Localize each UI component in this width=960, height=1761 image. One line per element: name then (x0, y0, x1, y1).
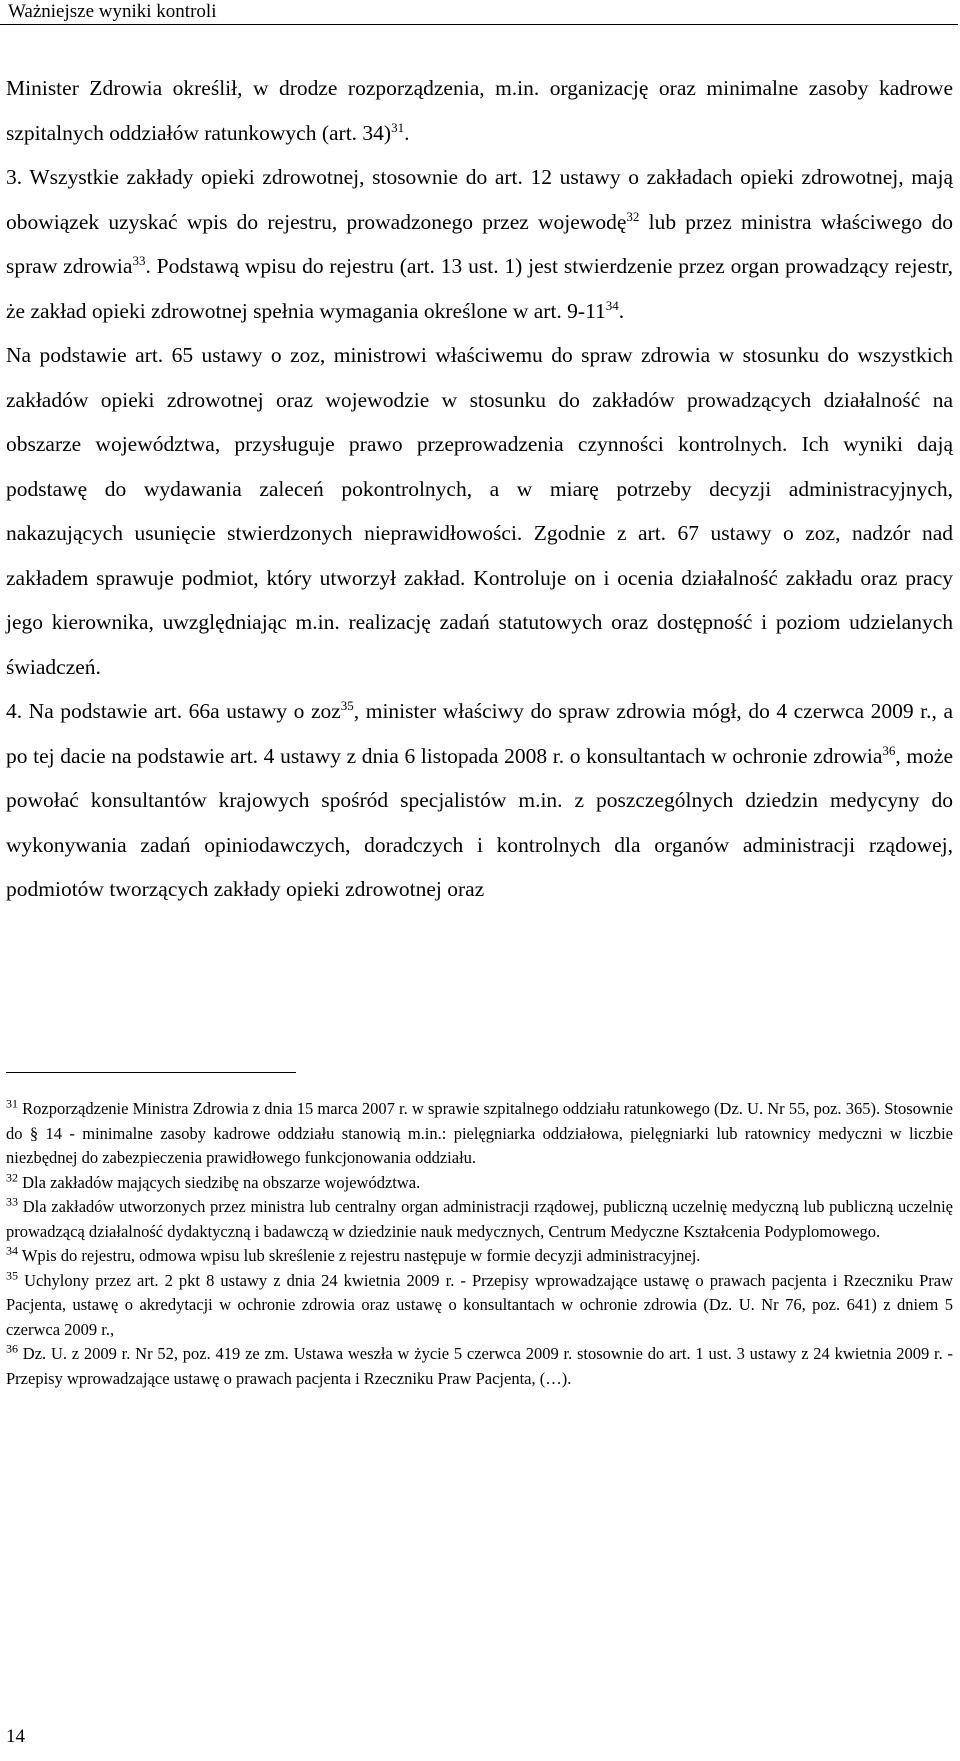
footnote-ref[interactable]: 35 (340, 697, 354, 713)
footnote-number: 33 (6, 1194, 18, 1209)
footnote-ref[interactable]: 31 (391, 119, 405, 135)
paragraph-1-end: . (404, 120, 410, 145)
footnote-number: 34 (6, 1243, 18, 1258)
paragraph-1 (6, 66, 953, 155)
footnote-text: Uchylony przez art. 2 pkt 8 ustawy z dnia 24 kwietnia 2009 r. - Przepisy wprowadzające ustawę o prawach pacjenta i Rzeczniku Praw Pacjenta, ustawę o akredytacji w ochronie zdrowia oraz ustawę o konsultantach w ochronie zdrowia (Dz. U. Nr 76, poz. 641) z dniem 5 czerwca 2009 r., (6, 1270, 953, 1339)
footnote-ref[interactable]: 32 (626, 208, 640, 224)
header-rule (0, 24, 958, 25)
footnote-ref[interactable]: 34 (605, 297, 619, 313)
footnote-35 (6, 1269, 953, 1343)
running-header: Ważniejsze wyniki kontroli (8, 1, 217, 22)
paragraph-2-text-b: lub przez ministra właściwego do spraw zdrowia (6, 209, 953, 278)
footnote-text: Rozporządzenie Ministra Zdrowia z dnia 15 marca 2007 r. w sprawie szpitalnego oddziału ratunkowego (Dz. U. Nr 55, poz. 365). Stosownie do § 14 - minimalne zasoby kadrowe oddziału stanowią m.in.: pielęgniarka oddziałowa, pielęgniarki lub ratownicy medyczni w liczbie niezbędnej do zabezpieczenia prawidłowego funkcjonowania oddziału. (6, 1099, 953, 1167)
footnote-32 (6, 1171, 953, 1196)
footnote-text: Dz. U. z 2009 r. Nr 52, poz. 419 ze zm. Ustawa weszła w życie 5 czerwca 2009 r. stosownie do art. 1 ust. 3 ustawy z 24 kwietnia 2009 r. - Przepisy wprowadzające ustawę o prawach pacjenta i Rzeczniku Praw Pacjenta, (…). (6, 1344, 953, 1388)
footnote-36 (6, 1342, 953, 1391)
footnote-number: 32 (6, 1170, 18, 1184)
footnote-31 (6, 1097, 953, 1171)
paragraph-1-text: Minister Zdrowia określił, w drodze rozporządzenia, m.in. organizację oraz minimalne zasoby kadrowe szpitalnych oddziałów ratunkowych (art. 34) (6, 76, 953, 145)
footnote-ref[interactable]: 36 (882, 742, 896, 758)
footnote-33 (6, 1195, 953, 1244)
footnote-34 (6, 1244, 953, 1269)
paragraph-4 (6, 689, 953, 912)
page-number: 14 (6, 1726, 25, 1747)
paragraph-2 (6, 155, 953, 333)
footnote-separator (6, 1072, 296, 1073)
paragraph-4-text-a: 4. Na podstawie art. 66a ustawy o zoz (6, 699, 341, 723)
paragraph-2-text-a: 3. Wszystkie zakłady opieki zdrowotnej, stosownie do art. 12 ustawy o zakładach opieki zdrowotnej, mają obowiązek uzyskać wpis do rejestru, prowadzonego przez wojewodę (6, 165, 953, 234)
footnote-ref[interactable]: 33 (132, 252, 146, 268)
paragraph-4-text-c: , może powołać konsultantów krajowych spośród specjalistów m.in. z poszczególnych dziedzin medycyny do wykonywania zadań opiniodawczych, doradczych i kontrolnych dla organów administracji rządowej, podmiotów tworzących zakłady opieki zdrowotnej oraz (6, 743, 953, 901)
footnotes (6, 1097, 953, 1391)
footnote-number: 35 (6, 1268, 18, 1282)
main-text (6, 66, 953, 912)
paragraph-3: Na podstawie art. 65 ustawy o zoz, ministrowi właściwemu do spraw zdrowia w stosunku do wszystkich zakładów opieki zdrowotnej oraz wojewodzie w stosunku do zakładów prowadzących działalność na obszarze województwa, przysługuje prawo przeprowadzenia czynności kontrolnych. Ich wyniki dają podstawę do wydawania zaleceń pokontrolnych, a w miarę potrzeby decyzji administracyjnych, nakazujących usunięcie stwierdzonych nieprawidłowości. Zgodnie z art. 67 ustawy o zoz, nadzór nad zakładem sprawuje podmiot, który utworzył zakład. Kontroluje on i ocenia działalność zakładu oraz pracy jego kierownika, uwzględniając m.in. realizację zadań statutowych oraz dostępność i poziom udzielanych świadczeń. (6, 343, 953, 679)
footnote-text: Dla zakładów utworzonych przez ministra lub centralny organ administracji rządowej, publiczną uczelnię medyczną lub publiczną uczelnię prowadzącą działalność dydaktyczną i badawczą w dziedzinie nauk medycznych, Centrum Medyczne Kształcenia Podyplomowego. (6, 1197, 953, 1241)
footnote-text: Dla zakładów mających siedzibę na obszarze województwa. (18, 1172, 421, 1192)
paragraph-2-text-d: . (618, 298, 625, 323)
footnote-number: 36 (6, 1341, 18, 1356)
footnote-number: 31 (6, 1096, 18, 1111)
footnote-text: Wpis do rejestru, odmowa wpisu lub skreślenie z rejestru następuje w formie decyzji administracyjnej. (18, 1246, 701, 1265)
paragraph-4-text-b: , minister właściwy do spraw zdrowia mógł, do 4 czerwca 2009 r., a po tej dacie na podstawie art. 4 ustawy z dnia 6 listopada 2008 r. o konsultantach w ochronie zdrowia (6, 699, 953, 768)
paragraph-2-text-c: . Podstawą wpisu do rejestru (art. 13 ust. 1) jest stwierdzenie przez organ prowadzący rejestr, że zakład opieki zdrowotnej spełnia wymagania określone w art. 9-11 (6, 254, 954, 323)
